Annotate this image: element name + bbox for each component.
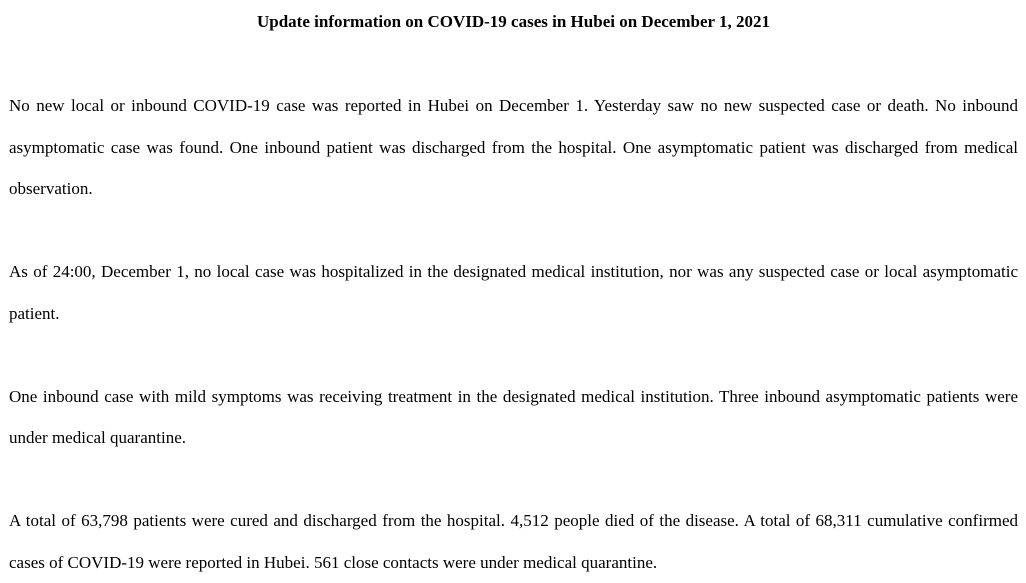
paragraph-cumulative-totals: A total of 63,798 patients were cured and discharged from the hospital. 4,512 people died of the disease. A total of 68,311 cumulative confirmed cases of COVID-19 were reported in Hubei. 561 close contacts were under medical quarantine. (9, 511, 1018, 572)
paragraph-new-cases: No new local or inbound COVID-19 case was reported in Hubei on December 1. Yesterday saw no new suspected case or death. No inbound asymptomatic case was found. One inbound patient was discharged from the hospital. One asymptomatic patient was discharged from medical observation. (9, 96, 1018, 198)
paragraph-inbound-treatment: One inbound case with mild symptoms was receiving treatment in the designated medical institution. Three inbound asymptomatic patients were under medical quarantine. (9, 386, 1018, 447)
paragraph-hospitalized-status: As of 24:00, December 1, no local case was hospitalized in the designated medical institution, nor was any suspected case or local asymptomatic patient. (9, 262, 1018, 323)
document-title: Update information on COVID-19 cases in Hubei on December 1, 2021 (257, 12, 770, 31)
